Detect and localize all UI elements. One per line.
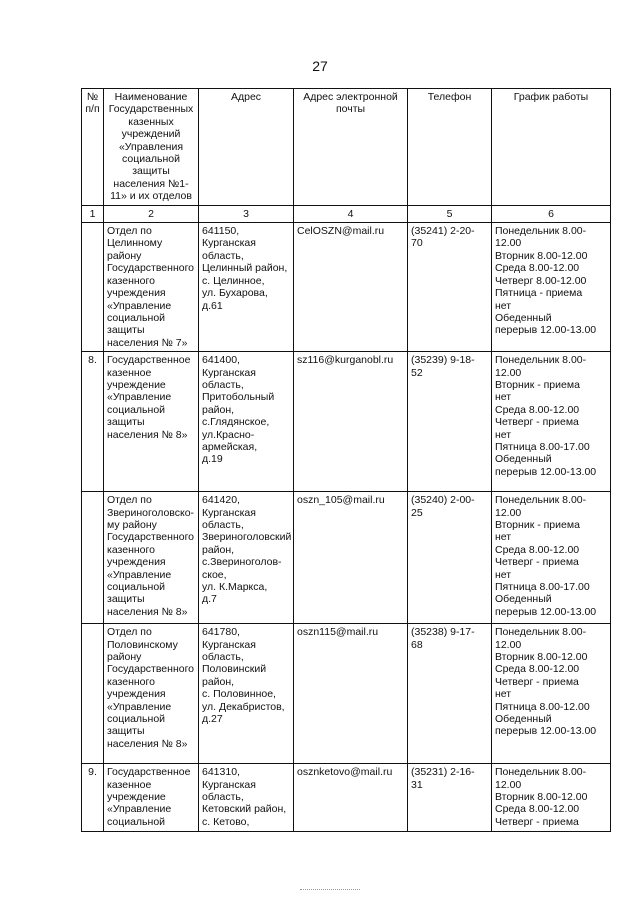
row-number	[82, 492, 104, 624]
address: 641780, Курганская область, Половинский район, с. Половинное, ул. Декабристов, д.27	[199, 624, 294, 764]
row-number	[82, 624, 104, 764]
phone: (35239) 9-18- 52	[408, 352, 492, 492]
header-no: № п/п	[82, 89, 104, 206]
table-row	[82, 492, 611, 624]
institution-name: Отдел по Половинскому району Государственного казенного учреждения «Управление социальной защиты населения № 8»	[104, 624, 199, 764]
table-row	[82, 352, 611, 492]
row-number	[82, 223, 104, 352]
page-bottom-mark	[300, 889, 360, 892]
email: osznketovo@mail.ru	[294, 764, 408, 832]
institution-name: Государственное казенное учреждение «Управление социальной	[104, 764, 199, 832]
table-body	[82, 223, 611, 832]
column-number: 1	[82, 205, 104, 222]
column-number: 6	[492, 205, 611, 222]
institution-name: Государственное казенное учреждение «Управление социальной защиты населения № 8»	[104, 352, 199, 492]
schedule: Понедельник 8.00- 12.00 Вторник 8.00-12.00 Среда 8.00-12.00 Четверг - приема	[492, 764, 611, 832]
address: 641420, Курганская область, Звериноголовский район, с.Звериноголов- ское, ул. К.Маркса, д.7	[199, 492, 294, 624]
table-row	[82, 624, 611, 764]
email: oszn_105@mail.ru	[294, 492, 408, 624]
header-org: Наименование Государственных казенных учреждений «Управления социальной защиты населения №1- 11» и их отделов	[104, 89, 199, 206]
phone: (35240) 2-00- 25	[408, 492, 492, 624]
institution-name: Отдел по Звериноголовско- му району Государственного казенного учреждения «Управление социальной защиты населения № 8»	[104, 492, 199, 624]
table-row	[82, 764, 611, 832]
address: 641150, Курганская область, Целинный район, с. Целинное, ул. Бухарова, д.61	[199, 223, 294, 352]
table-row	[82, 223, 611, 352]
email: CelOSZN@mail.ru	[294, 223, 408, 352]
header-phone: Телефон	[408, 89, 492, 206]
schedule: Понедельник 8.00- 12.00 Вторник 8.00-12.00 Среда 8.00-12.00 Четверг - приема нет Пятница 8.00-12.00 Обеденный перерыв 12.00-13.00	[492, 624, 611, 764]
schedule: Понедельник 8.00- 12.00 Вторник 8.00-12.00 Среда 8.00-12.00 Четверг 8.00-12.00 Пятница - приема нет Обеденный перерыв 12.00-13.00	[492, 223, 611, 352]
institutions-table	[81, 88, 611, 832]
header-schedule: График работы	[492, 89, 611, 206]
email: sz116@kurganobl.ru	[294, 352, 408, 492]
phone: (35238) 9-17- 68	[408, 624, 492, 764]
row-number: 8.	[82, 352, 104, 492]
schedule: Понедельник 8.00- 12.00 Вторник - приема нет Среда 8.00-12.00 Четверг - приема нет Пятница 8.00-17.00 Обеденный перерыв 12.00-13.00	[492, 492, 611, 624]
column-number: 4	[294, 205, 408, 222]
phone: (35241) 2-20- 70	[408, 223, 492, 352]
column-number: 5	[408, 205, 492, 222]
institution-name: Отдел по Целинному району Государственного казенного учреждения «Управление социальной защиты населения № 7»	[104, 223, 199, 352]
column-number-row	[82, 205, 611, 222]
page-number: 27	[312, 58, 328, 74]
column-number: 2	[104, 205, 199, 222]
address: 641310, Курганская область, Кетовский район, с. Кетово,	[199, 764, 294, 832]
header-email: Адрес электронной почты	[294, 89, 408, 206]
phone: (35231) 2-16- 31	[408, 764, 492, 832]
header-row	[82, 89, 611, 206]
header-address: Адрес	[199, 89, 294, 206]
email: oszn115@mail.ru	[294, 624, 408, 764]
address: 641400, Курганская область, Притобольный район, с.Глядянское, ул.Красно- армейская, д.19	[199, 352, 294, 492]
schedule: Понедельник 8.00- 12.00 Вторник - приема нет Среда 8.00-12.00 Четверг - приема нет Пятница 8.00-17.00 Обеденный перерыв 12.00-13.00	[492, 352, 611, 492]
column-number: 3	[199, 205, 294, 222]
row-number: 9.	[82, 764, 104, 832]
